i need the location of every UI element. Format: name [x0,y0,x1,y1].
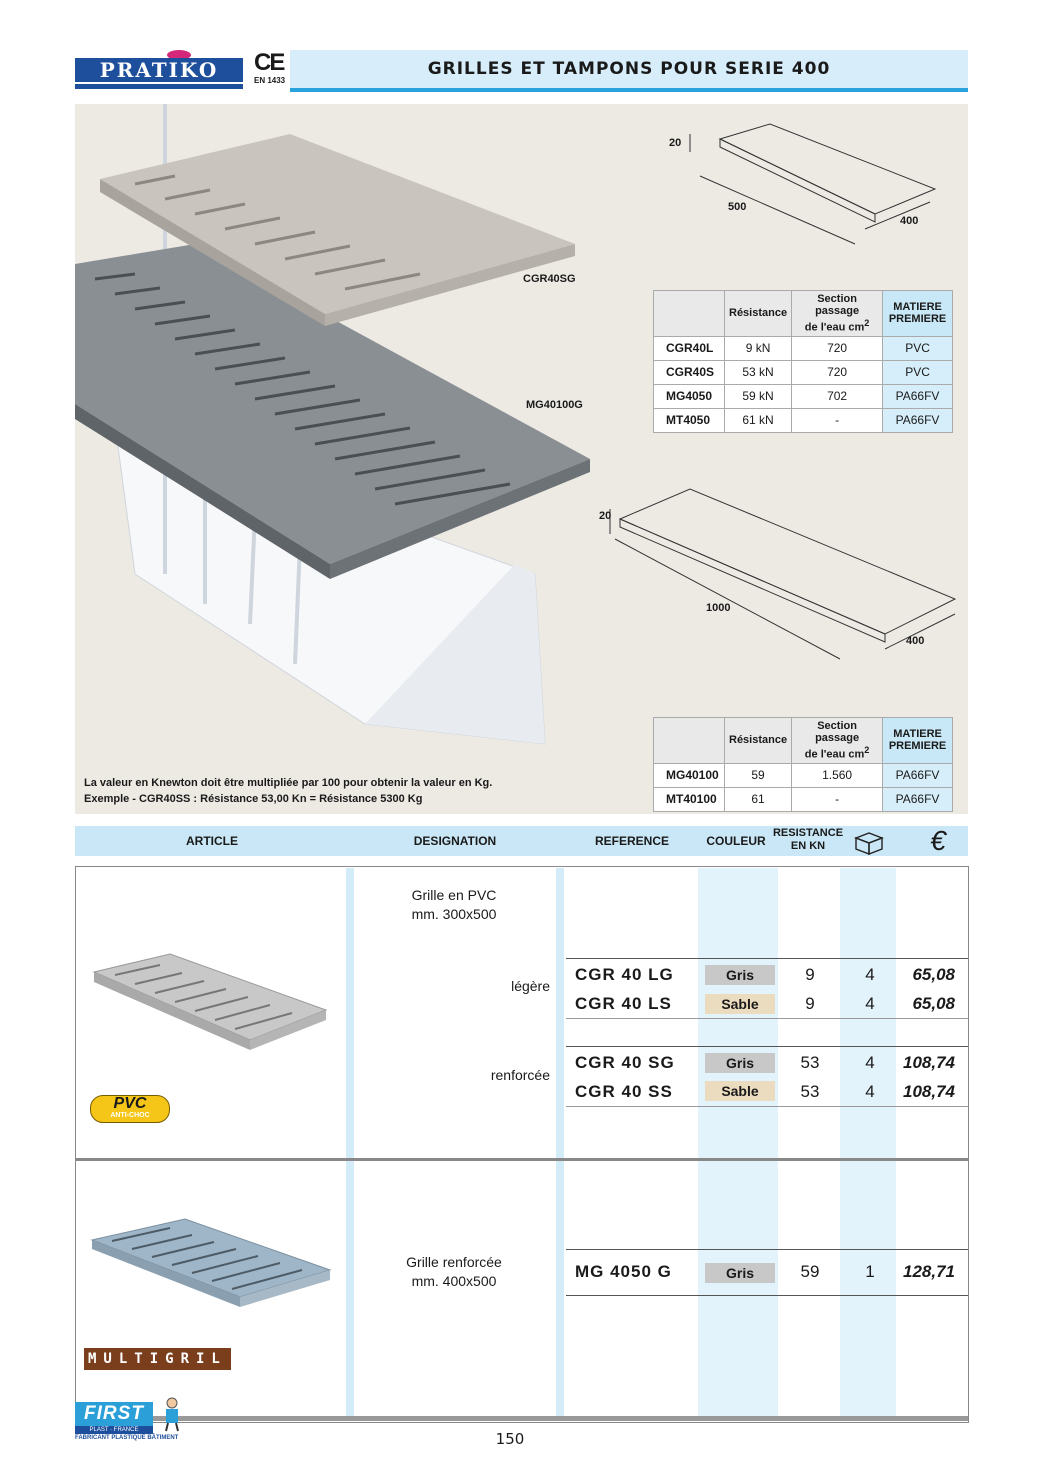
row-separator [566,1295,968,1296]
price: 108,74 [903,1082,955,1101]
dim-height-large: 20 [599,510,612,522]
table-row [654,408,953,432]
reference-code: MG 4050 G [575,1262,672,1281]
reference-code: CGR 40 LG [575,965,674,984]
row-section: 1.560 [792,763,883,787]
product-divider [75,1158,968,1161]
pack-quantity: 4 [865,965,875,984]
row-resistance: 61 [725,787,792,811]
designation-line-2: mm. 400x500 [411,1273,497,1289]
spec-table-series-1000 [653,717,953,812]
spec-table-header [654,718,953,764]
color-swatch-gris: Gris [705,965,775,985]
header-material [883,291,953,337]
header-section-line2: de l'eau cm [804,321,865,334]
row-section: 702 [792,384,883,408]
col-resistance-line1: RESISTANCE [772,827,844,839]
row-separator [566,1249,968,1250]
first-logo [75,1396,185,1446]
row-code: CGR40L [654,336,725,360]
dimension-drawing-1000 [610,489,955,659]
variant-label-renforcee: renforcée [490,1067,550,1083]
variant-label-legere: légère [511,978,550,994]
dim-height-small: 20 [669,137,682,149]
label-mg40100g: MG40100G [526,399,583,411]
resistance-value: 9 [805,965,815,984]
row-section: 720 [792,360,883,384]
row-code: CGR40S [654,360,725,384]
mg4050-grille-thumbnail [90,1215,335,1315]
header-material-line2: PREMIERE [888,740,947,753]
multigril-logo-text: MULTIGRIL [88,1351,227,1367]
pack-quantity: 4 [865,1053,875,1072]
resistance-value: 59 [800,1262,820,1281]
ce-mark-text: CE [254,49,284,76]
first-tagline: FABRICANT PLASTIQUE BÂTIMENT [75,1435,179,1441]
designation-line-2: mm. 300x500 [411,906,497,922]
header-section-sup: 2 [864,318,870,328]
header-section-line1: Section passage [815,720,860,744]
row-resistance: 53 kN [725,360,792,384]
col-article: ARTICLE [186,834,238,848]
header-section [792,291,883,337]
logo-underline [75,84,243,89]
dimension-drawing-500 [690,124,935,244]
pack-quantity: 4 [865,1082,875,1101]
price: 128,71 [903,1262,955,1281]
color-swatch-gris: Gris [705,1053,775,1073]
header-resistance: Résistance [725,718,792,764]
pratiko-logo [75,50,243,90]
price: 65,08 [912,965,955,984]
row-resistance: 59 kN [725,384,792,408]
row-resistance: 61 kN [725,408,792,432]
pack-quantity: 1 [865,1262,875,1281]
row-separator [566,1046,968,1047]
row-resistance: 9 kN [725,336,792,360]
header-section [792,718,883,764]
header-material-line1: MATIERE [893,301,942,314]
mascot-icon [159,1396,185,1432]
badge-sub: ANTI-CHOC [110,1112,150,1119]
grid-bottom-bar [75,1416,968,1421]
designation-line-1: Grille renforcée [406,1254,502,1270]
row-resistance: 59 [725,763,792,787]
page-title: GRILLES ET TAMPONS POUR SERIE 400 [427,59,831,79]
standard-text: EN 1433 [254,76,286,85]
header-blank [654,718,725,764]
dim-length-large: 1000 [706,602,731,614]
divider-band-2 [556,868,564,1418]
pack-quantity: 4 [865,994,875,1013]
first-logo-word: FIRST [75,1402,153,1426]
row-material: PVC [883,360,953,384]
row-section: - [792,787,883,811]
resistance-value: 53 [800,1053,820,1072]
header-section-sup: 2 [864,745,870,755]
resistance-value: 9 [805,994,815,1013]
first-logo-sub: PLAST · FRANCE [75,1426,153,1434]
price: 65,08 [912,994,955,1013]
resistance-value: 53 [800,1082,820,1101]
dim-length-small: 500 [728,201,747,213]
note-line-1: La valeur en Knewton doit être multipliée par 100 pour obtenir la valeur en Kg. [84,777,493,789]
page-number: 150 [495,1430,525,1448]
badge-main: PVC [113,1095,147,1112]
reference-code: CGR 40 SS [575,1082,673,1101]
multigril-logo [84,1348,231,1370]
color-swatch-sable: Sable [705,1081,775,1101]
row-code: MT4050 [654,408,725,432]
note-line-2: Exemple - CGR40SS : Résistance 53,00 Kn = Résistance 5300 Kg [84,793,423,805]
color-swatch-gris: Gris [705,1263,775,1283]
row-material: PA66FV [883,787,953,811]
col-designation: DESIGNATION [413,834,497,848]
table-row [654,763,953,787]
row-section: - [792,408,883,432]
cgr40-grille-thumbnail [90,950,330,1060]
col-resistance [770,827,846,853]
table-row [654,360,953,384]
ce-mark [254,50,290,88]
dim-width-large: 400 [906,635,925,647]
header-material-line1: MATIERE [893,728,942,741]
reference-code: CGR 40 SG [575,1053,675,1072]
row-material: PA66FV [883,384,953,408]
reference-code: CGR 40 LS [575,994,672,1013]
row-section: 720 [792,336,883,360]
product-illustration [75,104,968,814]
label-cgr40sg: CGR40SG [523,273,576,285]
pack-column-band [840,868,896,1418]
row-separator [566,1106,968,1107]
table-row [654,787,953,811]
dim-width-small: 400 [900,215,919,227]
box-pack-icon [852,829,886,855]
col-couleur: COULEUR [706,834,766,848]
header-material-line2: PREMIERE [888,313,947,326]
row-code: MT40100 [654,787,725,811]
header-resistance: Résistance [725,291,792,337]
row-material: PA66FV [883,763,953,787]
header-section-line1: Section passage [815,293,860,317]
row-material: PA66FV [883,408,953,432]
euro-icon: € [930,825,946,856]
header-material [883,718,953,764]
price: 108,74 [903,1053,955,1072]
row-separator [566,1018,968,1019]
pvc-anti-choc-badge [90,1095,170,1123]
col-reference: REFERENCE [594,834,669,848]
row-separator [566,958,968,959]
header-section-line2: de l'eau cm [804,748,865,761]
divider-band-1 [346,868,354,1418]
color-column-band [698,868,778,1418]
spec-table-series-500 [653,290,953,433]
spec-table-header [654,291,953,337]
table-row [654,336,953,360]
row-material: PVC [883,336,953,360]
col-resistance-line2: EN KN [790,840,826,852]
row-code: MG4050 [654,384,725,408]
row-code: MG40100 [654,763,725,787]
brand-name: PRATIKO [75,58,243,82]
table-row [654,384,953,408]
designation-line-1: Grille en PVC [411,887,497,903]
color-swatch-sable: Sable [705,994,775,1014]
header-blank [654,291,725,337]
